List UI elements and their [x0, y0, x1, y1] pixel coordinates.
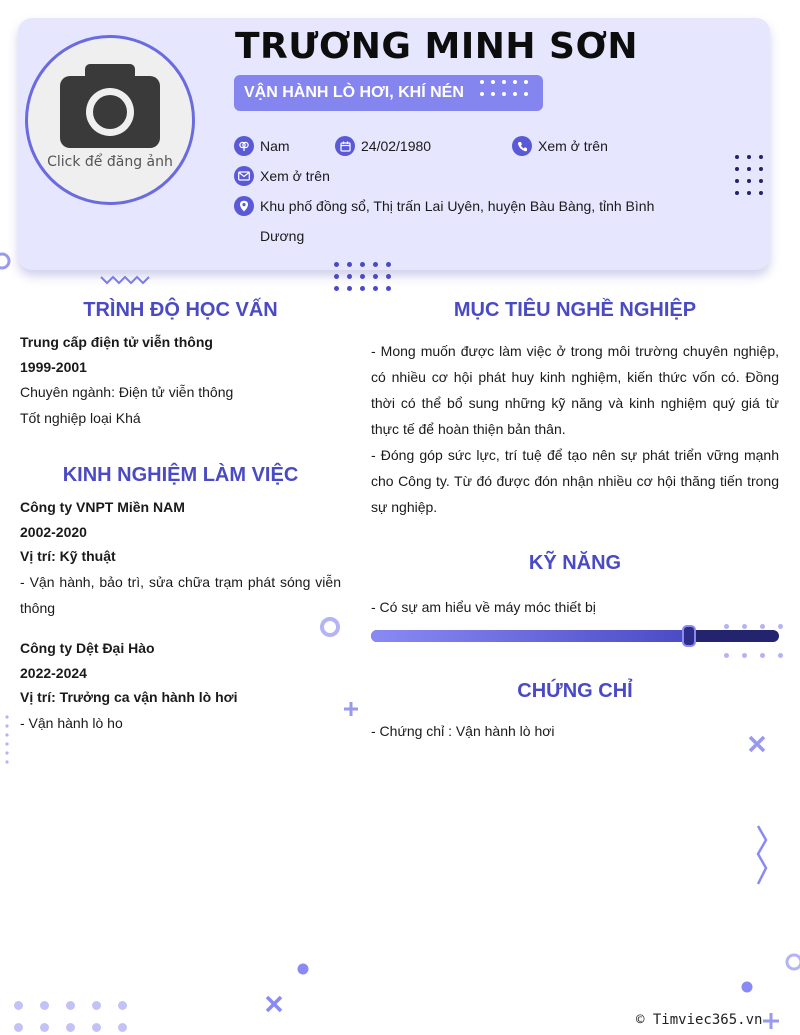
objective-section-title: MỤC TIÊU NGHỀ NGHIỆP — [453, 299, 697, 321]
camera-icon — [60, 64, 160, 148]
plus-decoration — [762, 1012, 780, 1030]
ring-decoration-left — [0, 250, 14, 272]
dotted-line-decoration — [4, 714, 10, 764]
experience-job-1 — [20, 495, 341, 621]
experience-job-2 — [20, 636, 341, 735]
certificate-item: - Chứng chỉ : Vận hành lò hơi — [371, 723, 555, 739]
avatar-caption: Click để đăng ảnh — [47, 154, 173, 170]
cross-decoration — [262, 992, 286, 1016]
header-dots-decoration — [735, 155, 763, 195]
job-period: 2002-2020 — [20, 523, 87, 540]
job-company: Công ty VNPT Miền NAM — [20, 499, 185, 515]
skill-level-handle — [682, 625, 696, 647]
gender-value: Nam — [260, 138, 290, 154]
address-value: Khu phố đồng sổ, Thị trấn Lai Uyên, huyện Bàu Bàng, tỉnh Bình Dương — [260, 198, 655, 244]
objective-paragraph: - Mong muốn được làm việc ở trong môi trường chuyên nghiệp, có nhiều cơ hội phát huy kinh nghiệm, kiến thức vốn có. Đồng thời có thể bổ sung những kỹ năng và kinh nghiệm quý giá từ thực tế để hoàn thiện bản thân. — [371, 343, 779, 437]
location-pin-icon — [234, 196, 254, 216]
title-dots-decoration — [480, 80, 528, 96]
job-position: Vị trí: Kỹ thuật — [20, 548, 116, 564]
certificates-section-title: CHỨNG CHỈ — [517, 680, 633, 702]
skill-level-bar — [371, 630, 779, 642]
education-section-title: TRÌNH ĐỘ HỌC VẤN — [83, 299, 278, 321]
dot-decoration — [296, 962, 310, 976]
skill-level-fill — [371, 630, 689, 642]
ring-decoration-right — [782, 950, 800, 974]
info-address-icon-wrap — [234, 196, 260, 216]
zigzag-decoration — [100, 274, 154, 286]
dot-decoration — [740, 980, 754, 994]
info-gender — [234, 136, 290, 156]
calendar-icon — [335, 136, 355, 156]
info-birthday — [335, 136, 431, 156]
objective-paragraph: - Đóng góp sức lực, trí tuệ để tạo nên sự phát triển vững mạnh cho Công ty. Từ đó được đón nhận nhiều cơ hội thăng tiến trong sự nghiệp. — [371, 447, 779, 515]
job-description: - Vận hành, bảo trì, sửa chữa trạm phát sóng viễn thông — [20, 573, 341, 616]
ring-decoration — [318, 615, 342, 639]
job-company: Công ty Dệt Đại Hào — [20, 640, 155, 656]
birthday-value: 24/02/1980 — [361, 138, 432, 154]
header-bottom-dots-decoration — [334, 262, 391, 291]
objective-block — [371, 338, 779, 520]
footer-watermark: © Timviec365.vn — [636, 1012, 763, 1028]
skills-section-title: KỸ NĂNG — [528, 552, 622, 574]
phone-icon — [512, 136, 532, 156]
plus-decoration — [342, 700, 360, 718]
experience-section-title: KINH NGHIỆM LÀM VIỆC — [62, 464, 299, 486]
education-years: 1999-2001 — [20, 358, 87, 375]
skill-label: - Có sự am hiểu về máy móc thiết bị — [371, 599, 596, 615]
chevron-zigzag-decoration — [754, 824, 770, 888]
skills-dots-decoration — [724, 624, 783, 658]
info-phone — [512, 136, 608, 156]
job-description: - Vận hành lò ho — [20, 714, 123, 731]
education-major: Chuyên ngành: Điện tử viễn thông — [20, 384, 234, 400]
cross-decoration — [746, 733, 768, 755]
footer-dots-decoration — [14, 1001, 127, 1032]
education-school: Trung cấp điện tử viễn thông — [20, 334, 213, 350]
candidate-name: TRƯƠNG MINH SƠN — [235, 26, 639, 67]
info-email — [234, 166, 330, 186]
job-position: Vị trí: Trưởng ca vận hành lò hơi — [20, 689, 238, 705]
job-period: 2022-2024 — [20, 664, 87, 681]
email-value: Xem ở trên — [260, 168, 330, 184]
education-grade: Tốt nghiệp loại Khá — [20, 409, 141, 426]
phone-value: Xem ở trên — [538, 138, 608, 154]
education-block — [20, 330, 341, 430]
avatar-upload[interactable] — [25, 35, 195, 205]
job-title-text: VẬN HÀNH LÒ HƠI, KHÍ NÉN — [244, 84, 464, 101]
gender-icon — [234, 136, 254, 156]
email-icon — [234, 166, 254, 186]
